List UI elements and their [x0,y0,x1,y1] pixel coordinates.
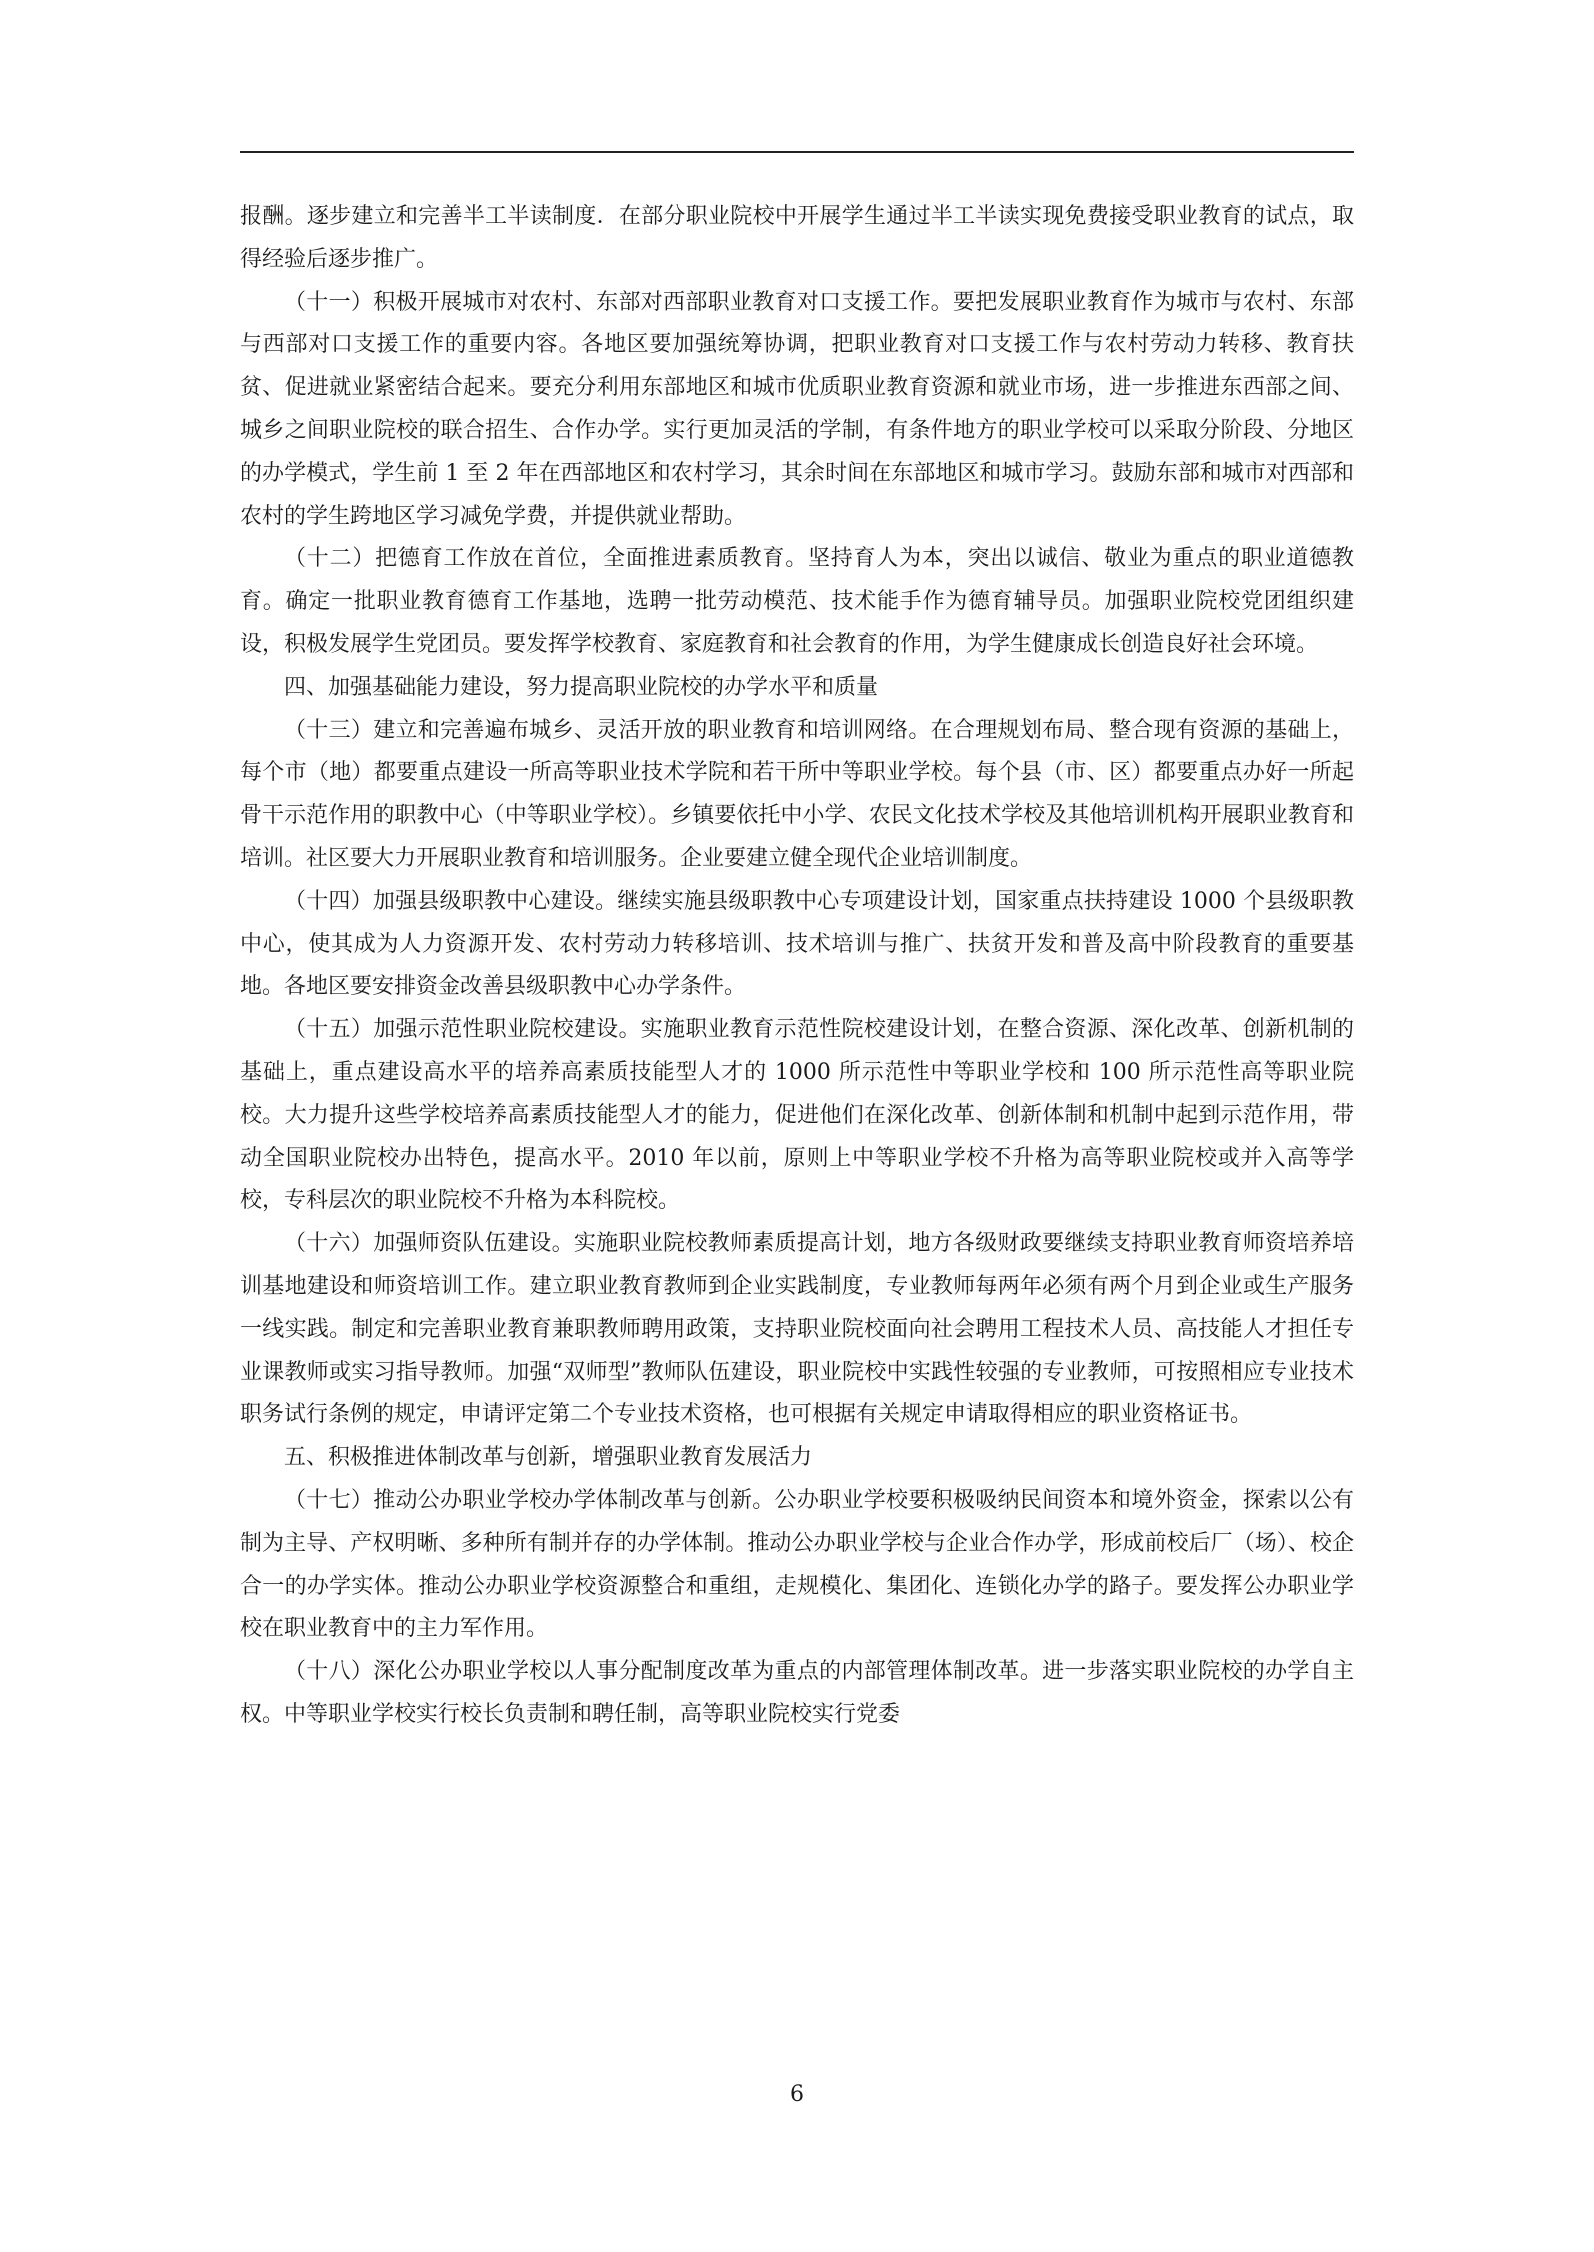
paragraph-item-17: （十七）推动公办职业学校办学体制改革与创新。公办职业学校要积极吸纳民间资本和境外资金，探索以公有制为主导、产权明晰、多种所有制并存的办学体制。推动公办职业学校与企业合作办学，形成前校后厂（场）、校企合一的办学实体。推动公办职业学校资源整合和重组，走规模化、集团化、连锁化办学的路子。要发挥公办职业学校在职业教育中的主力军作用。 [240,1487,1354,1642]
section-heading-5: 五、积极推进体制改革与创新，增强职业教育发展活力 [284,1445,813,1471]
paragraph-item-13: （十三）建立和完善遍布城乡、灵活开放的职业教育和培训网络。在合理规划布局、整合现有资源的基础上，每个市（地）都要重点建设一所高等职业技术学院和若干所中等职业学校。每个县（市、区）都要重点办好一所起骨干示范作用的职教中心（中等职业学校）。乡镇要依托中小学、农民文化技术学校及其他培训机构开展职业教育和培训。社区要大力开展职业教育和培训服务。企业要建立健全现代企业培训制度。 [240,717,1354,871]
header-rule [240,151,1354,153]
paragraph-item-11: （十一）积极开展城市对农村、东部对西部职业教育对口支援工作。要把发展职业教育作为城市与农村、东部与西部对口支援工作的重要内容。各地区要加强统筹协调，把职业教育对口支援工作与农村劳动力转移、教育扶贫、促进就业紧密结合起来。要充分利用东部地区和城市优质职业教育资源和就业市场，进一步推进东西部之间、城乡之间职业院校的联合招生、合作办学。实行更加灵活的学制，有条件地方的职业学校可以采取分阶段、分地区的办学模式，学生前 1 至 2 年在西部地区和农村学习，其余时间在东部地区和城市学习。鼓励东部和城市对西部和农村的学生跨地区学习减免学费，并提供就业帮助。 [240,289,1354,529]
paragraph-item-12: （十二）把德育工作放在首位，全面推进素质教育。坚持育人为本，突出以诚信、敬业为重点的职业道德教育。确定一批职业教育德育工作基地，选聘一批劳动模范、技术能手作为德育辅导员。加强职业院校党团组织建设，积极发展学生党团员。要发挥学校教育、家庭教育和社会教育的作用，为学生健康成长创造良好社会环境。 [240,546,1354,657]
paragraph-continuation: 报酬。逐步建立和完善半工半读制度．在部分职业院校中开展学生通过半工半读实现免费接受职业教育的试点，取得经验后逐步推广。 [240,204,1354,272]
paragraph-item-15: （十五）加强示范性职业院校建设。实施职业教育示范性院校建设计划，在整合资源、深化改革、创新机制的基础上，重点建设高水平的培养高素质技能型人才的 1000 所示范性中等职业学校和 100 所示范性高等职业院校。大力提升这些学校培养高素质技能型人才的能力，促进他们在深化改革、创新体制和机制中起到示范作用，带动全国职业院校办出特色，提高水平。2010 年以前，原则上中等职业学校不升格为高等职业院校或并入高等学校，专科层次的职业院校不升格为本科院校。 [240,1017,1354,1214]
page-number: 6 [790,2082,804,2107]
paragraph-item-14: （十四）加强县级职教中心建设。继续实施县级职教中心专项建设计划，国家重点扶持建设 1000 个县级职教中心，使其成为人力资源开发、农村劳动力转移培训、技术培训与推广、扶贫开发和普及高中阶段教育的重要基地。各地区要安排资金改善县级职教中心办学条件。 [240,888,1354,1000]
paragraph-item-18: （十八）深化公办职业学校以人事分配制度改革为重点的内部管理体制改革。进一步落实职业院校的办学自主权。中等职业学校实行校长负责制和聘任制，高等职业院校实行党委 [240,1659,1354,1727]
section-heading-4: 四、加强基础能力建设，努力提高职业院校的办学水平和质量 [284,674,879,700]
document-body [240,196,1354,1737]
paragraph-item-16: （十六）加强师资队伍建设。实施职业院校教师素质提高计划，地方各级财政要继续支持职业教育师资培养培训基地建设和师资培训工作。建立职业教育教师到企业实践制度，专业教师每两年必须有两个月到企业或生产服务一线实践。制定和完善职业教育兼职教师聘用政策，支持职业院校面向社会聘用工程技术人员、高技能人才担任专业课教师或实习指导教师。加强“双师型”教师队伍建设，职业院校中实践性较强的专业教师，可按照相应专业技术职务试行条例的规定，申请评定第二个专业技术资格，也可根据有关规定申请取得相应的职业资格证书。 [240,1231,1354,1428]
